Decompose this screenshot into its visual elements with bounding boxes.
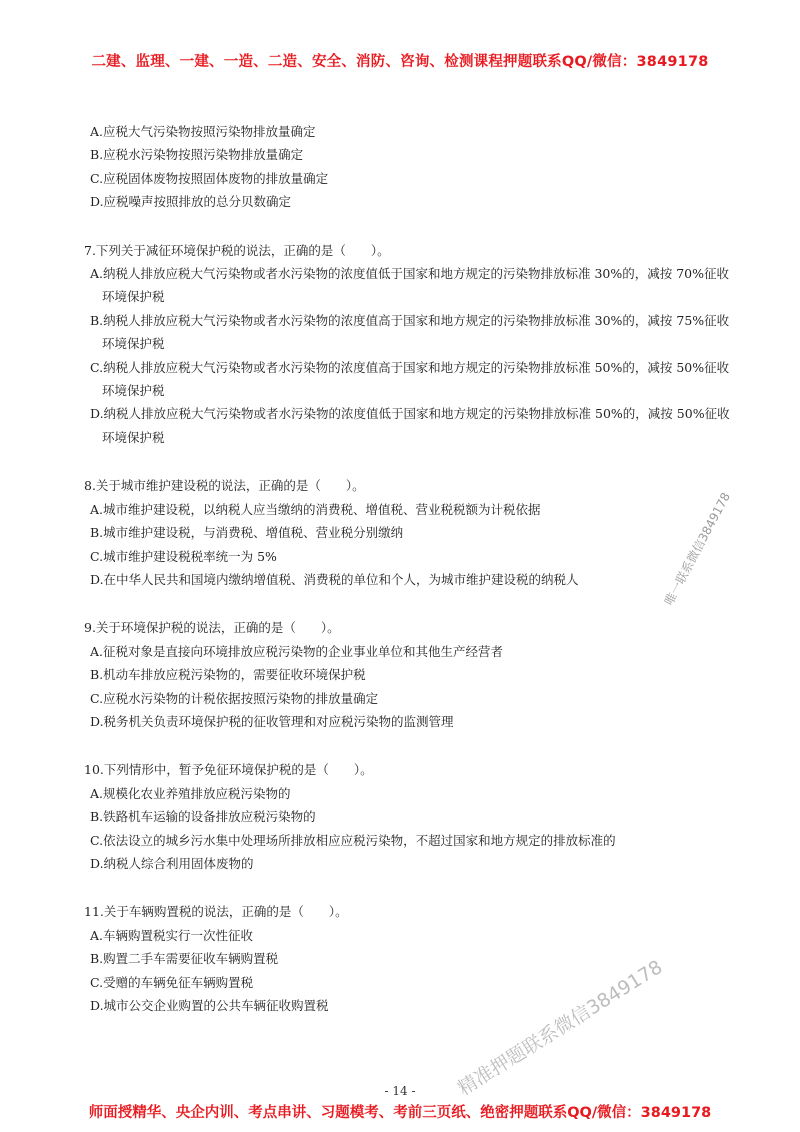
footer-banner: 师面授精华、央企内训、考点串讲、习题模考、考前三页纸、绝密押题联系QQ/微信：3849178 [88,1105,712,1121]
q6-option-b: B.应税水污染物按照污染物排放量确定 [90,147,304,163]
q10-option-c: C.依法设立的城乡污水集中处理场所排放相应应税污染物，不超过国家和地方规定的排放标准的 [90,832,616,848]
q11-option-c: C.受赠的车辆免征车辆购置税 [90,974,254,990]
page-content [84,120,740,1042]
q7-option-b: B.纳税人排放应税大气污染物或者水污染物的浓度值高于国家和地方规定的污染物排放标准 30%的，减按 75%征收环境保护税 [90,312,730,352]
q9-option-a: A.征税对象是直接向环境排放应税污染物的企业事业单位和其他生产经营者 [90,643,504,659]
q11-stem: 11.关于车辆购置税的说法，正确的是（ ）。 [84,904,348,920]
question-9 [84,616,740,733]
q8-option-b: B.城市维护建设税，与消费税、增值税、营业税分别缴纳 [90,525,404,541]
q10-option-d: D.纳税人综合利用固体废物的 [90,855,254,871]
page-number: - 14 - [384,1084,416,1098]
q10-option-a: A.规模化农业养殖排放应税污染物的 [90,785,291,801]
q7-stem: 7.下列关于减征环境保护税的说法，正确的是（ ）。 [84,242,390,258]
q7-option-d: D.纳税人排放应税大气污染物或者水污染物的浓度值低于国家和地方规定的污染物排放标准 50%的，减按 50%征收环境保护税 [90,406,730,445]
question-10 [84,758,740,875]
question-7 [84,239,740,450]
q6-option-c: C.应税固体废物按照固体废物的排放量确定 [90,170,329,186]
q8-option-d: D.在中华人民共和国境内缴纳增值税、消费税的单位和个人，为城市维护建设税的纳税人 [90,571,579,587]
q11-option-a: A.车辆购置税实行一次性征收 [90,927,254,943]
q7-option-a: A.纳税人排放应税大气污染物或者水污染物的浓度值低于国家和地方规定的污染物排放标准 30%的，减按 70%征收环境保护税 [90,266,730,305]
q10-stem: 10.下列情形中，暂予免征环境保护税的是（ ）。 [84,762,373,778]
q11-option-d: D.城市公交企业购置的公共车辆征收购置税 [90,998,329,1013]
q11-option-b: B.购置二手车需要征收车辆购置税 [90,951,279,967]
q10-option-b: B.铁路机车运输的设备排放应税污染物的 [90,809,316,825]
q8-stem: 8.关于城市维护建设税的说法，正确的是（ ）。 [84,478,365,494]
q9-stem: 9.关于环境保护税的说法，正确的是（ ）。 [84,620,340,636]
q6-option-a: A.应税大气污染物按照污染物排放量确定 [90,124,316,139]
watermark-large: 精准押题联系微信3849178 [454,956,667,1101]
q9-option-b: B.机动车排放应税污染物的，需要征收环境保护税 [90,667,366,683]
q9-option-d: D.税务机关负责环境保护税的征收管理和对应税污染物的监测管理 [90,713,454,729]
q6-option-d: D.应税噪声按照排放的总分贝数确定 [90,194,292,210]
q9-option-c: C.应税水污染物的计税依据按照污染物的排放量确定 [90,690,379,706]
header-banner: 二建、监理、一建、一造、二造、安全、消防、咨询、检测课程押题联系QQ/微信：3849178 [91,54,709,70]
watermark-small: 唯一联系微信3849178 [661,490,734,608]
question-8 [84,474,740,591]
question-6-tail [90,120,740,214]
q8-option-a: A.城市维护建设税，以纳税人应当缴纳的消费税、增值税、营业税税额为计税依据 [90,501,541,517]
q7-option-c: C.纳税人排放应税大气污染物或者水污染物的浓度值高于国家和地方规定的污染物排放标准 50%的，减按 50%征收环境保护税 [90,359,730,399]
q8-option-c: C.城市维护建设税税率统一为 5% [90,548,277,564]
